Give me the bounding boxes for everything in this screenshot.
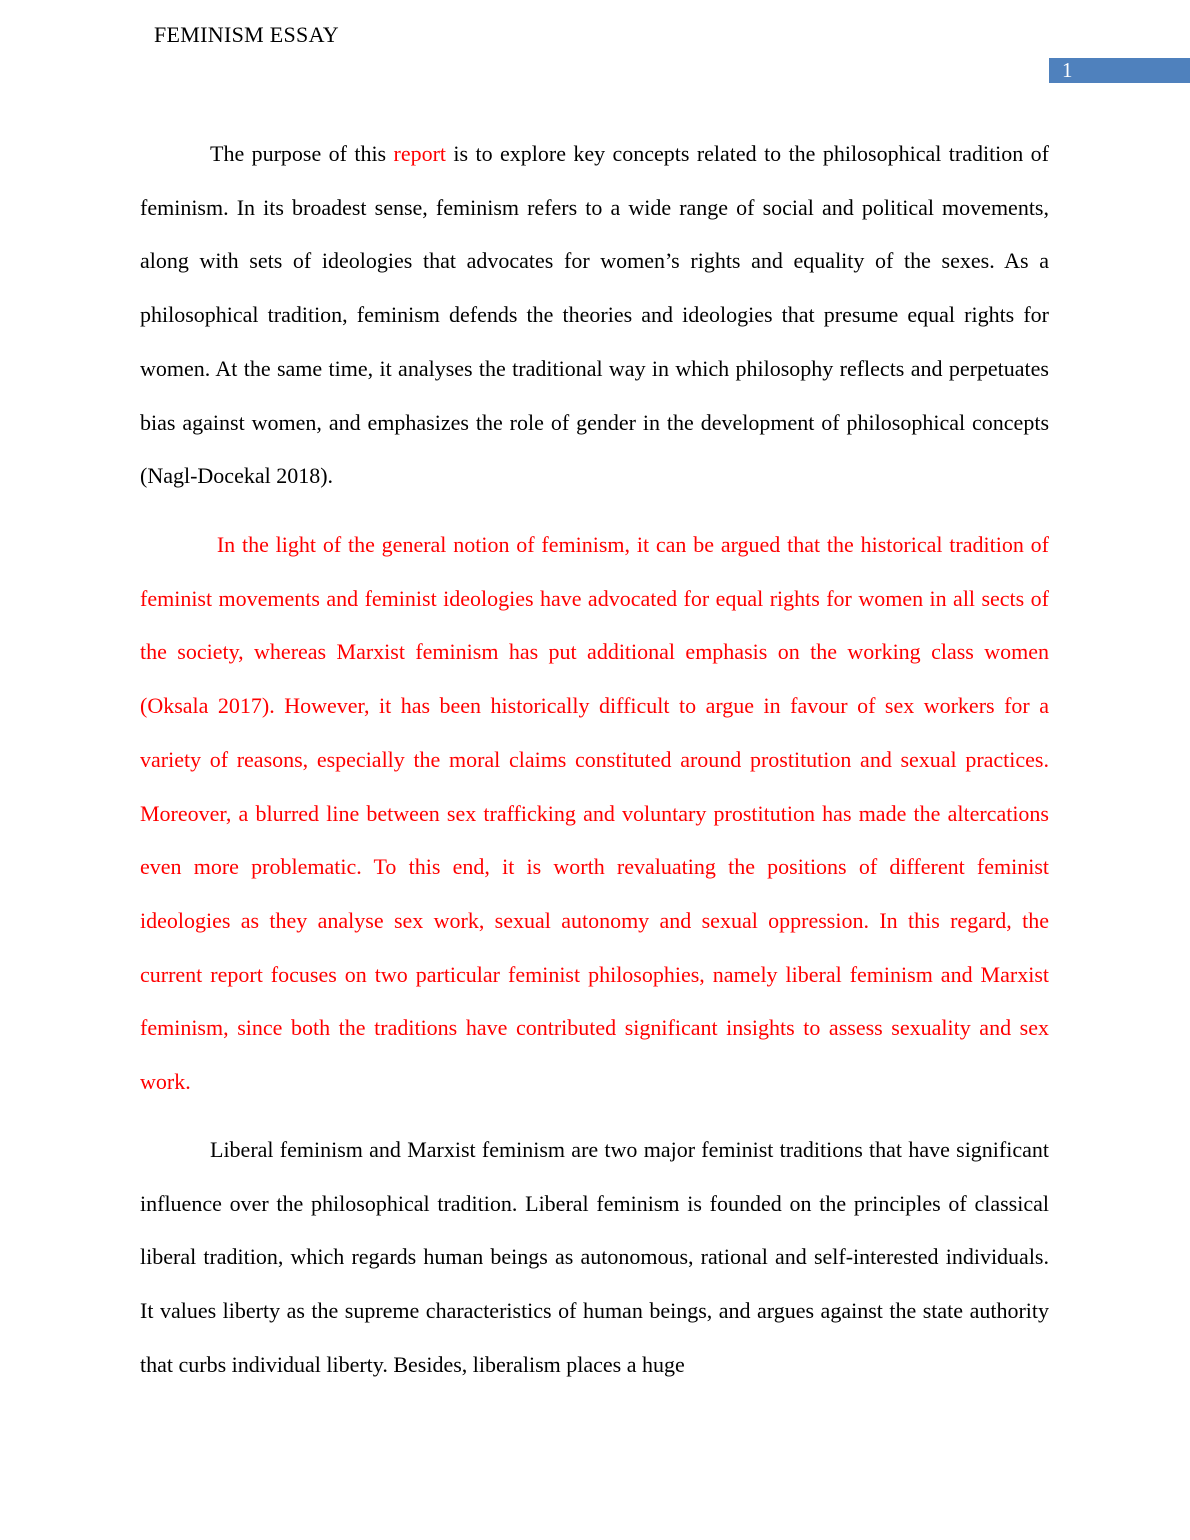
paragraph-text-start: The purpose of this [210,141,394,166]
paragraph-liberal-marxist [140,1123,1049,1392]
running-header-title: FEMINISM ESSAY [154,22,339,47]
paragraph-introduction [140,127,1049,503]
highlighted-word: report [393,141,447,166]
paragraph-text-rest: is to explore key concepts related to the philosophical tradition of feminism. In its broadest sense, feminism refers to a wide range of social and political movements, along with sets of ideologies that advocates for women’s rights and equality of the sexes. As a philosophical tradition, feminism defends the theories and ideologies that presume equal rights for women. At the same time, it analyses the traditional way in which philosophy reflects and perpetuates bias against women, and emphasizes the role of gender in the development of philosophical concepts (Nagl-Docekal 2018). [140,141,1050,489]
page-number: 1 [1062,58,1073,82]
paragraph-text: Liberal feminism and Marxist feminism are two major feminist traditions that have significant influence over the philosophical tradition. Liberal feminism is founded on the principles of classical liberal tradition, which regards human beings as autonomous, rational and self-interested individuals. It values liberty as the supreme characteristics of human beings, and argues against the state authority that curbs individual liberty. Besides, liberalism places a huge [140,1137,1049,1377]
paragraph-text: In the light of the general notion of feminism, it can be argued that the historical tradition of feminist movements and feminist ideologies have advocated for equal rights for women in all sects of the society, whereas Marxist feminism has put additional emphasis on the working class women (Oksala 2017). However, it has been historically difficult to argue in favour of sex workers for a variety of reasons, especially the moral claims constituted around prostitution and sexual practices. Moreover, a blurred line between sex trafficking and voluntary prostitution has made the altercations even more problematic. To this end, it is worth revaluating the positions of different feminist ideologies as they analyse sex work, sexual autonomy and sexual oppression. In this regard, the current report focuses on two particular feminist philosophies, namely liberal feminism and Marxist feminism, since both the traditions have contributed significant insights to assess sexuality and sex work. [140,532,1049,1095]
page-number-bar [1049,58,1190,83]
paragraph-highlighted-red [140,518,1049,1109]
